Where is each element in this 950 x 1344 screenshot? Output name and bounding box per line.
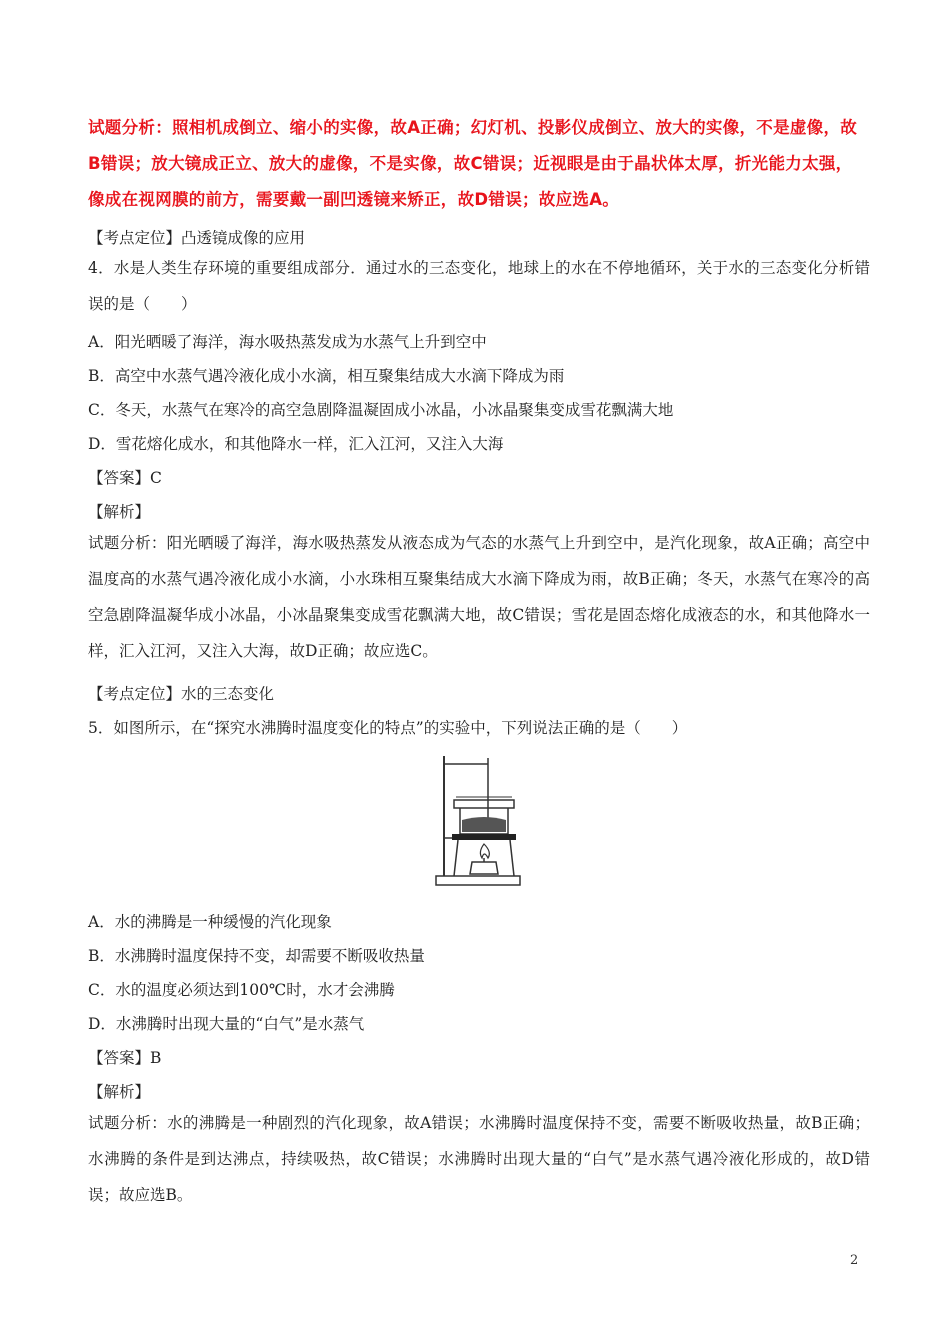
page-number: 2 xyxy=(850,1253,859,1268)
q5-answer: 【答案】B xyxy=(88,1049,162,1067)
q5-option-c: C．水的温度必须达到100℃时，水才会沸腾 xyxy=(88,981,395,999)
q3-analysis: 试题分析：照相机成倒立、缩小的实像，故A正确；幻灯机、投影仪成倒立、放大的实像，不是虚像，故B错误；放大镜成正立、放大的虚像，不是实像，故C错误；近视眼是由于晶状体太厚，折光能力太强，像成在视网膜的前方，需要戴一副凹透镜来矫正，故D错误；故应选A。 xyxy=(88,118,858,209)
boiling-water-apparatus-icon xyxy=(432,750,524,888)
q3-knowledge-point: 【考点定位】凸透镜成像的应用 xyxy=(88,229,306,247)
q4-answer: 【答案】C xyxy=(88,469,162,487)
q4-stem: 4．水是人类生存环境的重要组成部分．通过水的三态变化，地球上的水在不停地循环，关于水的三态变化分析错误的是（ ） xyxy=(88,259,870,313)
q4-analysis-heading: 【解析】 xyxy=(88,503,151,521)
q5-stem: 5．如图所示，在“探究水沸腾时温度变化的特点”的实验中，下列说法正确的是（ ） xyxy=(88,719,688,737)
q4-option-c: C．冬天，水蒸气在寒冷的高空急剧降温凝固成小冰晶，小冰晶聚集变成雪花飘满大地 xyxy=(88,401,674,419)
q5-option-b: B．水沸腾时温度保持不变，却需要不断吸收热量 xyxy=(88,947,425,965)
q5-analysis-heading: 【解析】 xyxy=(88,1083,151,1101)
q4-option-a: A．阳光晒暖了海洋，海水吸热蒸发成为水蒸气上升到空中 xyxy=(88,333,487,351)
q4-option-b: B．高空中水蒸气遇冷液化成小水滴，相互聚集结成大水滴下降成为雨 xyxy=(88,367,565,385)
q5-option-d: D．水沸腾时出现大量的“白气”是水蒸气 xyxy=(88,1015,365,1033)
q5-analysis: 试题分析：水的沸腾是一种剧烈的汽化现象，故A错误；水沸腾时温度保持不变，需要不断吸收热量，故B正确；水沸腾的条件是到达沸点，持续吸热，故C错误；水沸腾时出现大量的“白气”是水蒸气遇冷液化形成的，故D错误；故应选B。 xyxy=(88,1114,870,1204)
q4-option-d: D．雪花熔化成水，和其他降水一样，汇入江河，又注入大海 xyxy=(88,435,504,453)
q4-analysis: 试题分析：阳光晒暖了海洋，海水吸热蒸发从液态成为气态的水蒸气上升到空中，是汽化现象，故A正确；高空中温度高的水蒸气遇冷液化成小水滴，小水珠相互聚集结成大水滴下降成为雨，故B正确；冬天，水蒸气在寒冷的高空急剧降温凝华成小冰晶，小冰晶聚集变成雪花飘满大地，故C错误；雪花是固态熔化成液态的水，和其他降水一样，汇入江河，又注入大海，故D正确；故应选C。 xyxy=(88,534,870,660)
q4-knowledge-point: 【考点定位】水的三态变化 xyxy=(88,685,275,703)
q5-option-a: A．水的沸腾是一种缓慢的汽化现象 xyxy=(88,913,332,931)
